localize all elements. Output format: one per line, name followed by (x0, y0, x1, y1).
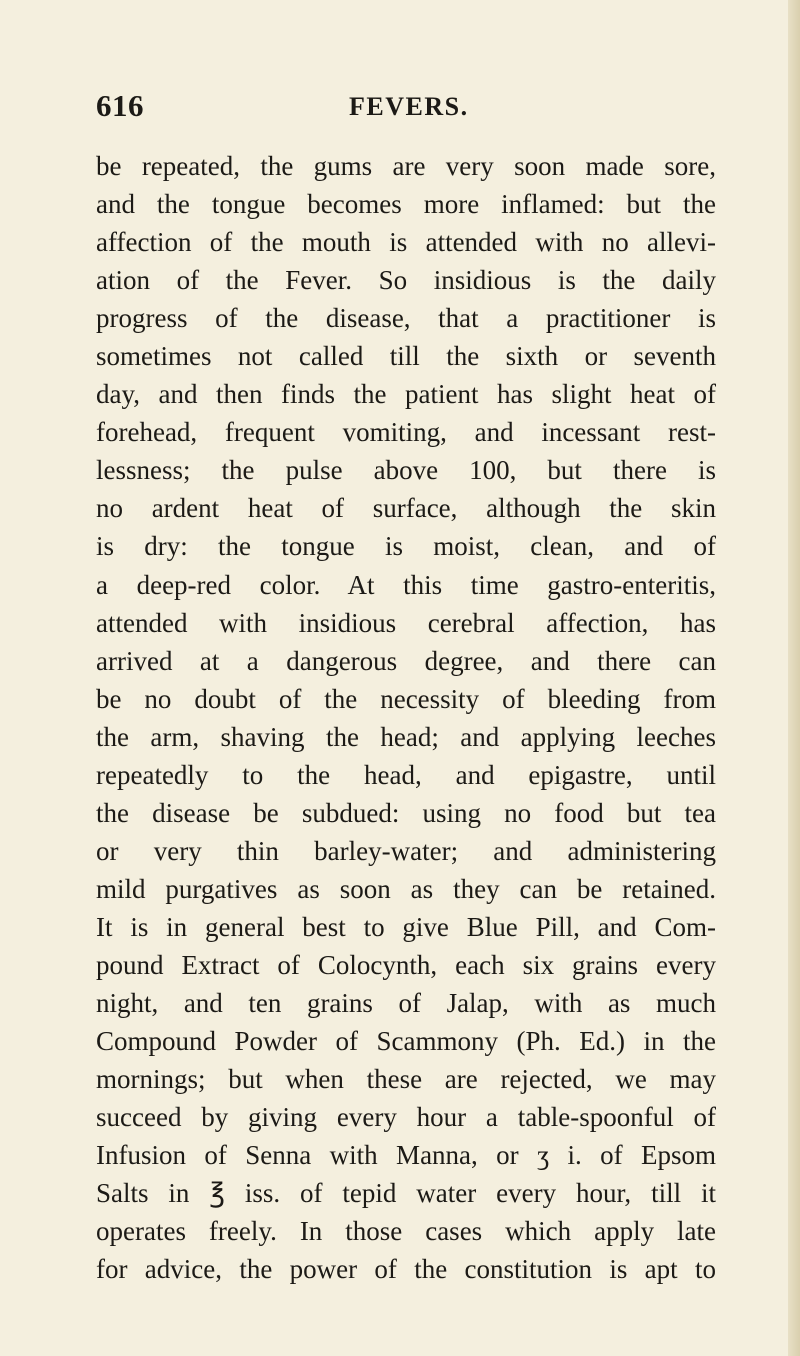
text-line: be repeated, the gums are very soon made sore, (96, 151, 716, 181)
text-line: no ardent heat of surface, although the skin (96, 493, 716, 524)
text-line: It is in general best to give Blue Pill, and Com- (96, 911, 716, 942)
text-line: mornings; but when these are rejected, we may (96, 1064, 716, 1095)
text-line: night, and ten grains of Jalap, with as much (96, 988, 716, 1019)
text-line: progress of the disease, that a practitioner is (96, 303, 716, 334)
text-line: the arm, shaving the head; and applying leeches (96, 721, 716, 752)
page-title: FEVERS. (349, 92, 469, 121)
text-line: Compound Powder of Scammony (Ph. Ed.) in the (96, 1026, 716, 1057)
text-line: is dry: the tongue is moist, clean, and of (96, 531, 716, 562)
text-line: and the tongue becomes more inflamed: but the (96, 189, 716, 220)
text-line: mild purgatives as soon as they can be retained. (96, 873, 716, 904)
text-line: pound Extract of Colocynth, each six grains every (96, 949, 716, 980)
text-line: day, and then finds the patient has slight heat of (96, 379, 716, 410)
text-line: sometimes not called till the sixth or seventh (96, 341, 716, 372)
page-number: 616 (96, 88, 144, 123)
text-line: the disease be subdued: using no food but tea (96, 797, 716, 828)
text-line: operates freely. In those cases which apply late (96, 1216, 716, 1247)
text-line: Salts in ℥ iss. of tepid water every hour, till it (96, 1178, 716, 1209)
text-line: repeatedly to the head, and epigastre, until (96, 759, 716, 790)
text-line: Infusion of Senna with Manna, or ʒ i. of Epsom (96, 1140, 716, 1171)
body-text (96, 147, 716, 1288)
text-line: ation of the Fever. So insidious is the daily (96, 265, 716, 296)
text-line: affection of the mouth is attended with no allevi- (96, 227, 716, 258)
text-line: a deep-red color. At this time gastro-enteritis, (96, 569, 716, 600)
text-line: attended with insidious cerebral affection, has (96, 607, 716, 638)
text-line: arrived at a dangerous degree, and there can (96, 645, 716, 676)
text-line: or very thin barley-water; and administering (96, 835, 716, 866)
text-line: lessness; the pulse above 100, but there is (96, 455, 716, 486)
text-line: be no doubt of the necessity of bleeding from (96, 683, 716, 714)
text-line: forehead, frequent vomiting, and incessant rest- (96, 417, 716, 448)
page-edge (788, 0, 800, 1356)
text-line: for advice, the power of the constitution is apt to (96, 1254, 716, 1285)
running-head (96, 88, 716, 128)
text-line: succeed by giving every hour a table-spoonful of (96, 1102, 716, 1133)
